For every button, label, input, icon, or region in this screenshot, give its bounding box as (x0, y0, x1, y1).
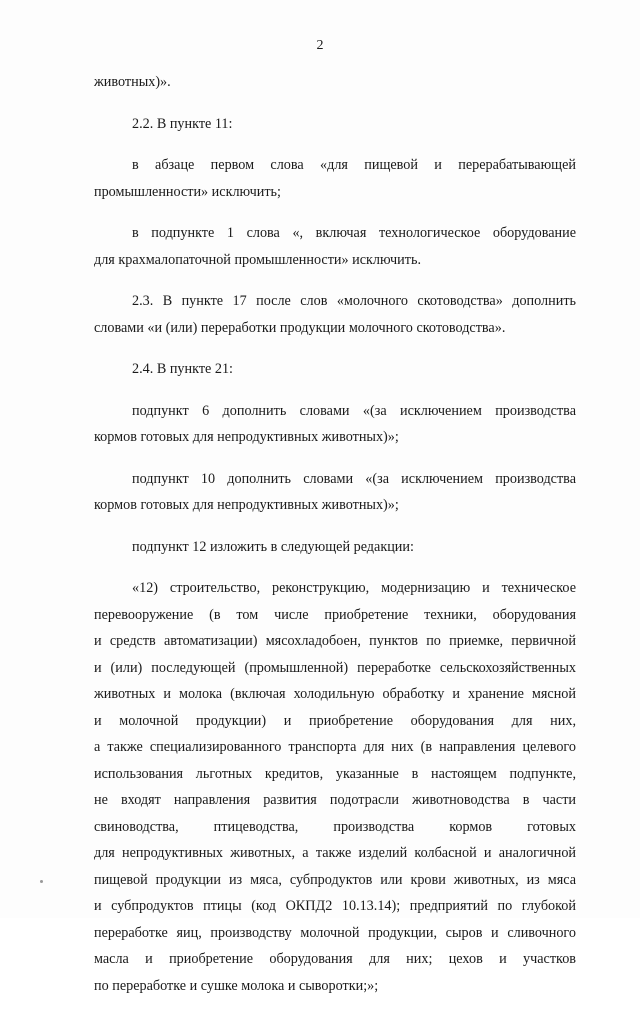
text-line: 2.3. В пункте 17 после слов «молочного скотоводства» дополнить (132, 293, 576, 309)
text-line: и молочной продукции) и приобретение оборудования для них, (94, 712, 576, 729)
paragraph-p9 (94, 575, 576, 999)
text-line: в абзаце первом слова «для пищевой и перерабатывающей (132, 157, 576, 173)
paragraph-p7 (94, 466, 576, 519)
text-line: словами «и (или) переработки продукции молочного скотоводства». (94, 319, 506, 336)
text-line: промышленности» исключить; (94, 183, 281, 200)
text-line: и субпродуктов птицы (код ОКПД2 10.13.14); предприятий по глубокой (94, 898, 576, 914)
text-line: и средств автоматизации) мясохладобоен, пунктов по приемке, первичной (94, 633, 576, 649)
document-body (94, 69, 576, 1014)
text-line: перевооружение (в том числе приобретение техники, оборудования (94, 606, 576, 623)
scan-artifact (40, 880, 43, 883)
text-line: использования льготных кредитов, указанные в настоящем подпункте, (94, 765, 576, 782)
text-line: по переработке и сушке молока и сыворотки;»; (94, 977, 379, 994)
paragraph-p3 (94, 220, 576, 273)
text-line: в подпункте 1 слова «, включая технологическое оборудование (132, 225, 576, 241)
text-line: а также специализированного транспорта для них (в направления целевого (94, 739, 576, 755)
text-line: подпункт 10 дополнить словами «(за исключением производства (132, 470, 576, 487)
text-line: и (или) последующей (промышленной) переработке сельскохозяйственных (94, 659, 576, 676)
text-line: свиноводства, птицеводства, производства кормов готовых (94, 818, 576, 835)
text-line: не входят направления развития подотрасли животноводства в части (94, 792, 576, 808)
text-line: для непродуктивных животных, а также изделий колбасной и аналогичной (94, 845, 576, 861)
paragraph-p1 (94, 111, 576, 138)
text-line: 2.4. В пункте 21: (132, 361, 233, 377)
paragraph-p4 (94, 288, 576, 341)
text-line: переработке яиц, производству молочной продукции, сыров и сливочного (94, 924, 576, 941)
page-number: 2 (316, 38, 324, 53)
text-line: масла и приобретение оборудования для них; цехов и участков (94, 951, 576, 967)
text-line: пищевой продукции из мяса, субпродуктов или крови животных, из мяса (94, 871, 576, 888)
text-line: для крахмалопаточной промышленности» исключить. (94, 251, 421, 268)
text-line: животных и молока (включая холодильную обработку и хранение мясной (94, 686, 576, 702)
paragraph-p2 (94, 152, 576, 205)
paragraph-p5 (94, 356, 576, 383)
text-line: кормов готовых для непродуктивных животных)»; (94, 497, 399, 513)
paragraph-p6 (94, 398, 576, 451)
text-line: кормов готовых для непродуктивных животных)»; (94, 429, 399, 445)
text-line: «12) строительство, реконструкцию, модернизацию и техническое (132, 580, 576, 596)
paragraph-p8 (94, 534, 576, 561)
text-line: животных)». (94, 74, 171, 90)
text-line: подпункт 12 изложить в следующей редакции: (132, 538, 414, 555)
text-line: подпункт 6 дополнить словами «(за исключением производства (132, 402, 576, 419)
text-line: 2.2. В пункте 11: (132, 115, 233, 132)
paragraph-p0 (94, 69, 576, 96)
